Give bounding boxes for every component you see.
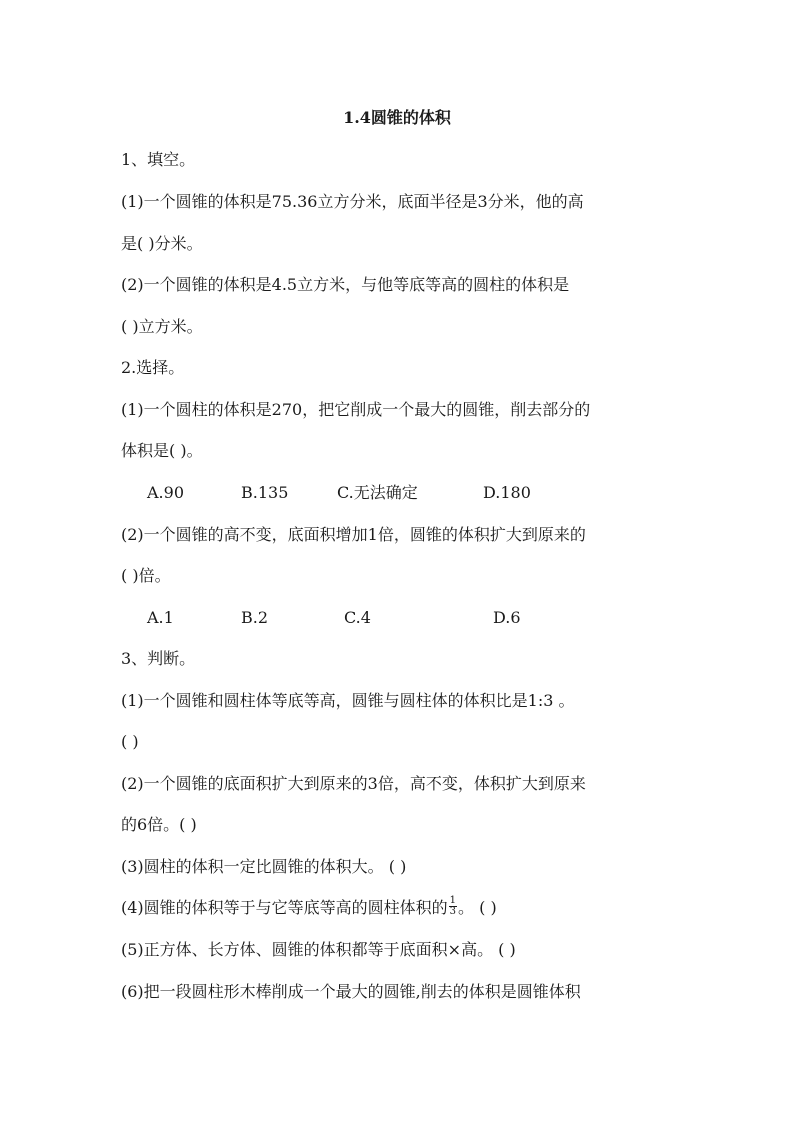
- choice-q2-options: [147, 608, 647, 628]
- option-c: C.无法确定: [337, 483, 418, 502]
- judge-q1-line2: ( ): [121, 732, 139, 751]
- option-a: A.90: [147, 483, 184, 502]
- option-d: D.180: [483, 483, 531, 502]
- fill-q2-line1: (2)一个圆锥的体积是4.5立方米，与他等底等高的圆柱的体积是: [121, 275, 570, 294]
- page-title: 1.4圆锥的体积: [343, 108, 451, 127]
- judge-q4-tail: 。 ( ): [458, 898, 497, 917]
- choice-q1-line2: 体积是( )。: [121, 441, 203, 460]
- option-c: C.4: [344, 608, 371, 627]
- choice-q1-options: [147, 483, 647, 503]
- option-b: B.2: [241, 608, 269, 627]
- judge-q4-text: (4)圆锥的体积等于与它等底等高的圆柱体积的: [121, 898, 448, 917]
- fraction-numerator: 1: [449, 895, 457, 906]
- judge-q4: [121, 895, 681, 919]
- judge-q6-line1: (6)把一段圆柱形木棒削成一个最大的圆锥,削去的体积是圆锥体积: [121, 982, 581, 1001]
- fill-q1-line2: 是( )分米。: [121, 234, 203, 253]
- judge-q2-line1: (2)一个圆锥的底面积扩大到原来的3倍，高不变，体积扩大到原来: [121, 774, 586, 793]
- fraction-denominator: 3: [449, 906, 457, 917]
- section1-heading: 1、填空。: [121, 150, 196, 169]
- judge-q3: (3)圆柱的体积一定比圆锥的体积大。 ( ): [121, 857, 407, 876]
- option-d: D.6: [493, 608, 521, 627]
- choice-q1-line1: (1)一个圆柱的体积是270，把它削成一个最大的圆锥，削去部分的: [121, 400, 591, 419]
- judge-q5: (5)正方体、长方体、圆锥的体积都等于底面积×高。 ( ): [121, 940, 516, 959]
- judge-q2-line2: 的6倍。( ): [121, 815, 197, 834]
- choice-q2-line1: (2)一个圆锥的高不变，底面积增加1倍，圆锥的体积扩大到原来的: [121, 525, 586, 544]
- option-b: B.135: [241, 483, 289, 502]
- fill-q2-line2: ( )立方米。: [121, 317, 203, 336]
- judge-q1-line1: (1)一个圆锥和圆柱体等底等高，圆锥与圆柱体的体积比是1:3 。: [121, 691, 575, 710]
- section2-heading: 2.选择。: [121, 358, 185, 377]
- option-a: A.1: [147, 608, 174, 627]
- fill-q1-line1: (1)一个圆锥的体积是75.36立方分米，底面半径是3分米，他的高: [121, 192, 584, 211]
- fraction-one-third: [449, 896, 457, 917]
- choice-q2-line2: ( )倍。: [121, 566, 171, 585]
- section3-heading: 3、判断。: [121, 649, 196, 668]
